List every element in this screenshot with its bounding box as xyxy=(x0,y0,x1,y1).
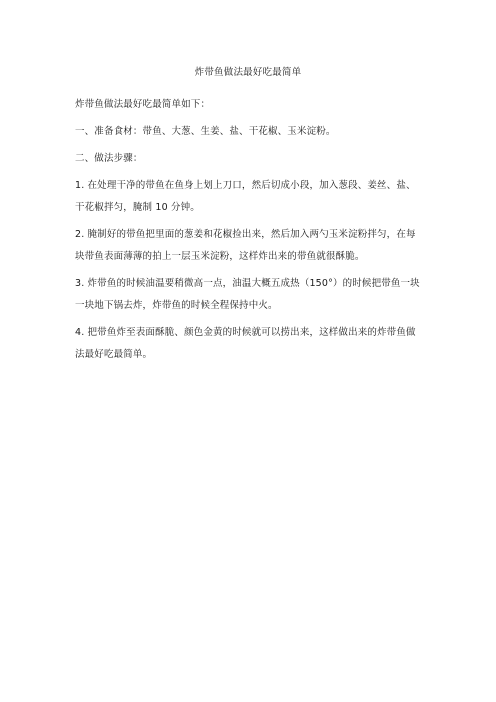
step-4-paragraph: 4. 把带鱼炸至表面酥脆、颜色金黄的时候就可以捞出来，这样做出来的炸带鱼做法最好吃最简单。 xyxy=(75,327,416,360)
step-2-paragraph: 2. 腌制好的带鱼把里面的葱姜和花椒捡出来，然后加入两勺玉米淀粉拌匀，在每块带鱼表面薄薄的拍上一层玉米淀粉，这样炸出来的带鱼就很酥脆。 xyxy=(75,229,416,262)
document-title: 炸带鱼做法最好吃最简单 xyxy=(194,67,302,78)
document-body xyxy=(75,94,425,371)
step-3-paragraph: 3. 炸带鱼的时候油温要稍微高一点，油温大概五成热（150°）的时候把带鱼一块一块地下锅去炸，炸带鱼的时候全程保持中火。 xyxy=(75,278,420,311)
step-1-paragraph: 1. 在处理干净的带鱼在鱼身上划上刀口，然后切成小段，加入葱段、姜丝、盐、干花椒拌匀，腌制 10 分钟。 xyxy=(75,180,416,213)
intro-paragraph: 炸带鱼做法最好吃最简单如下： xyxy=(75,99,211,110)
steps-heading: 二、做法步骤： xyxy=(75,153,143,164)
ingredients-paragraph: 一、准备食材：带鱼、大葱、生姜、盐、干花椒、玉米淀粉。 xyxy=(75,126,336,137)
